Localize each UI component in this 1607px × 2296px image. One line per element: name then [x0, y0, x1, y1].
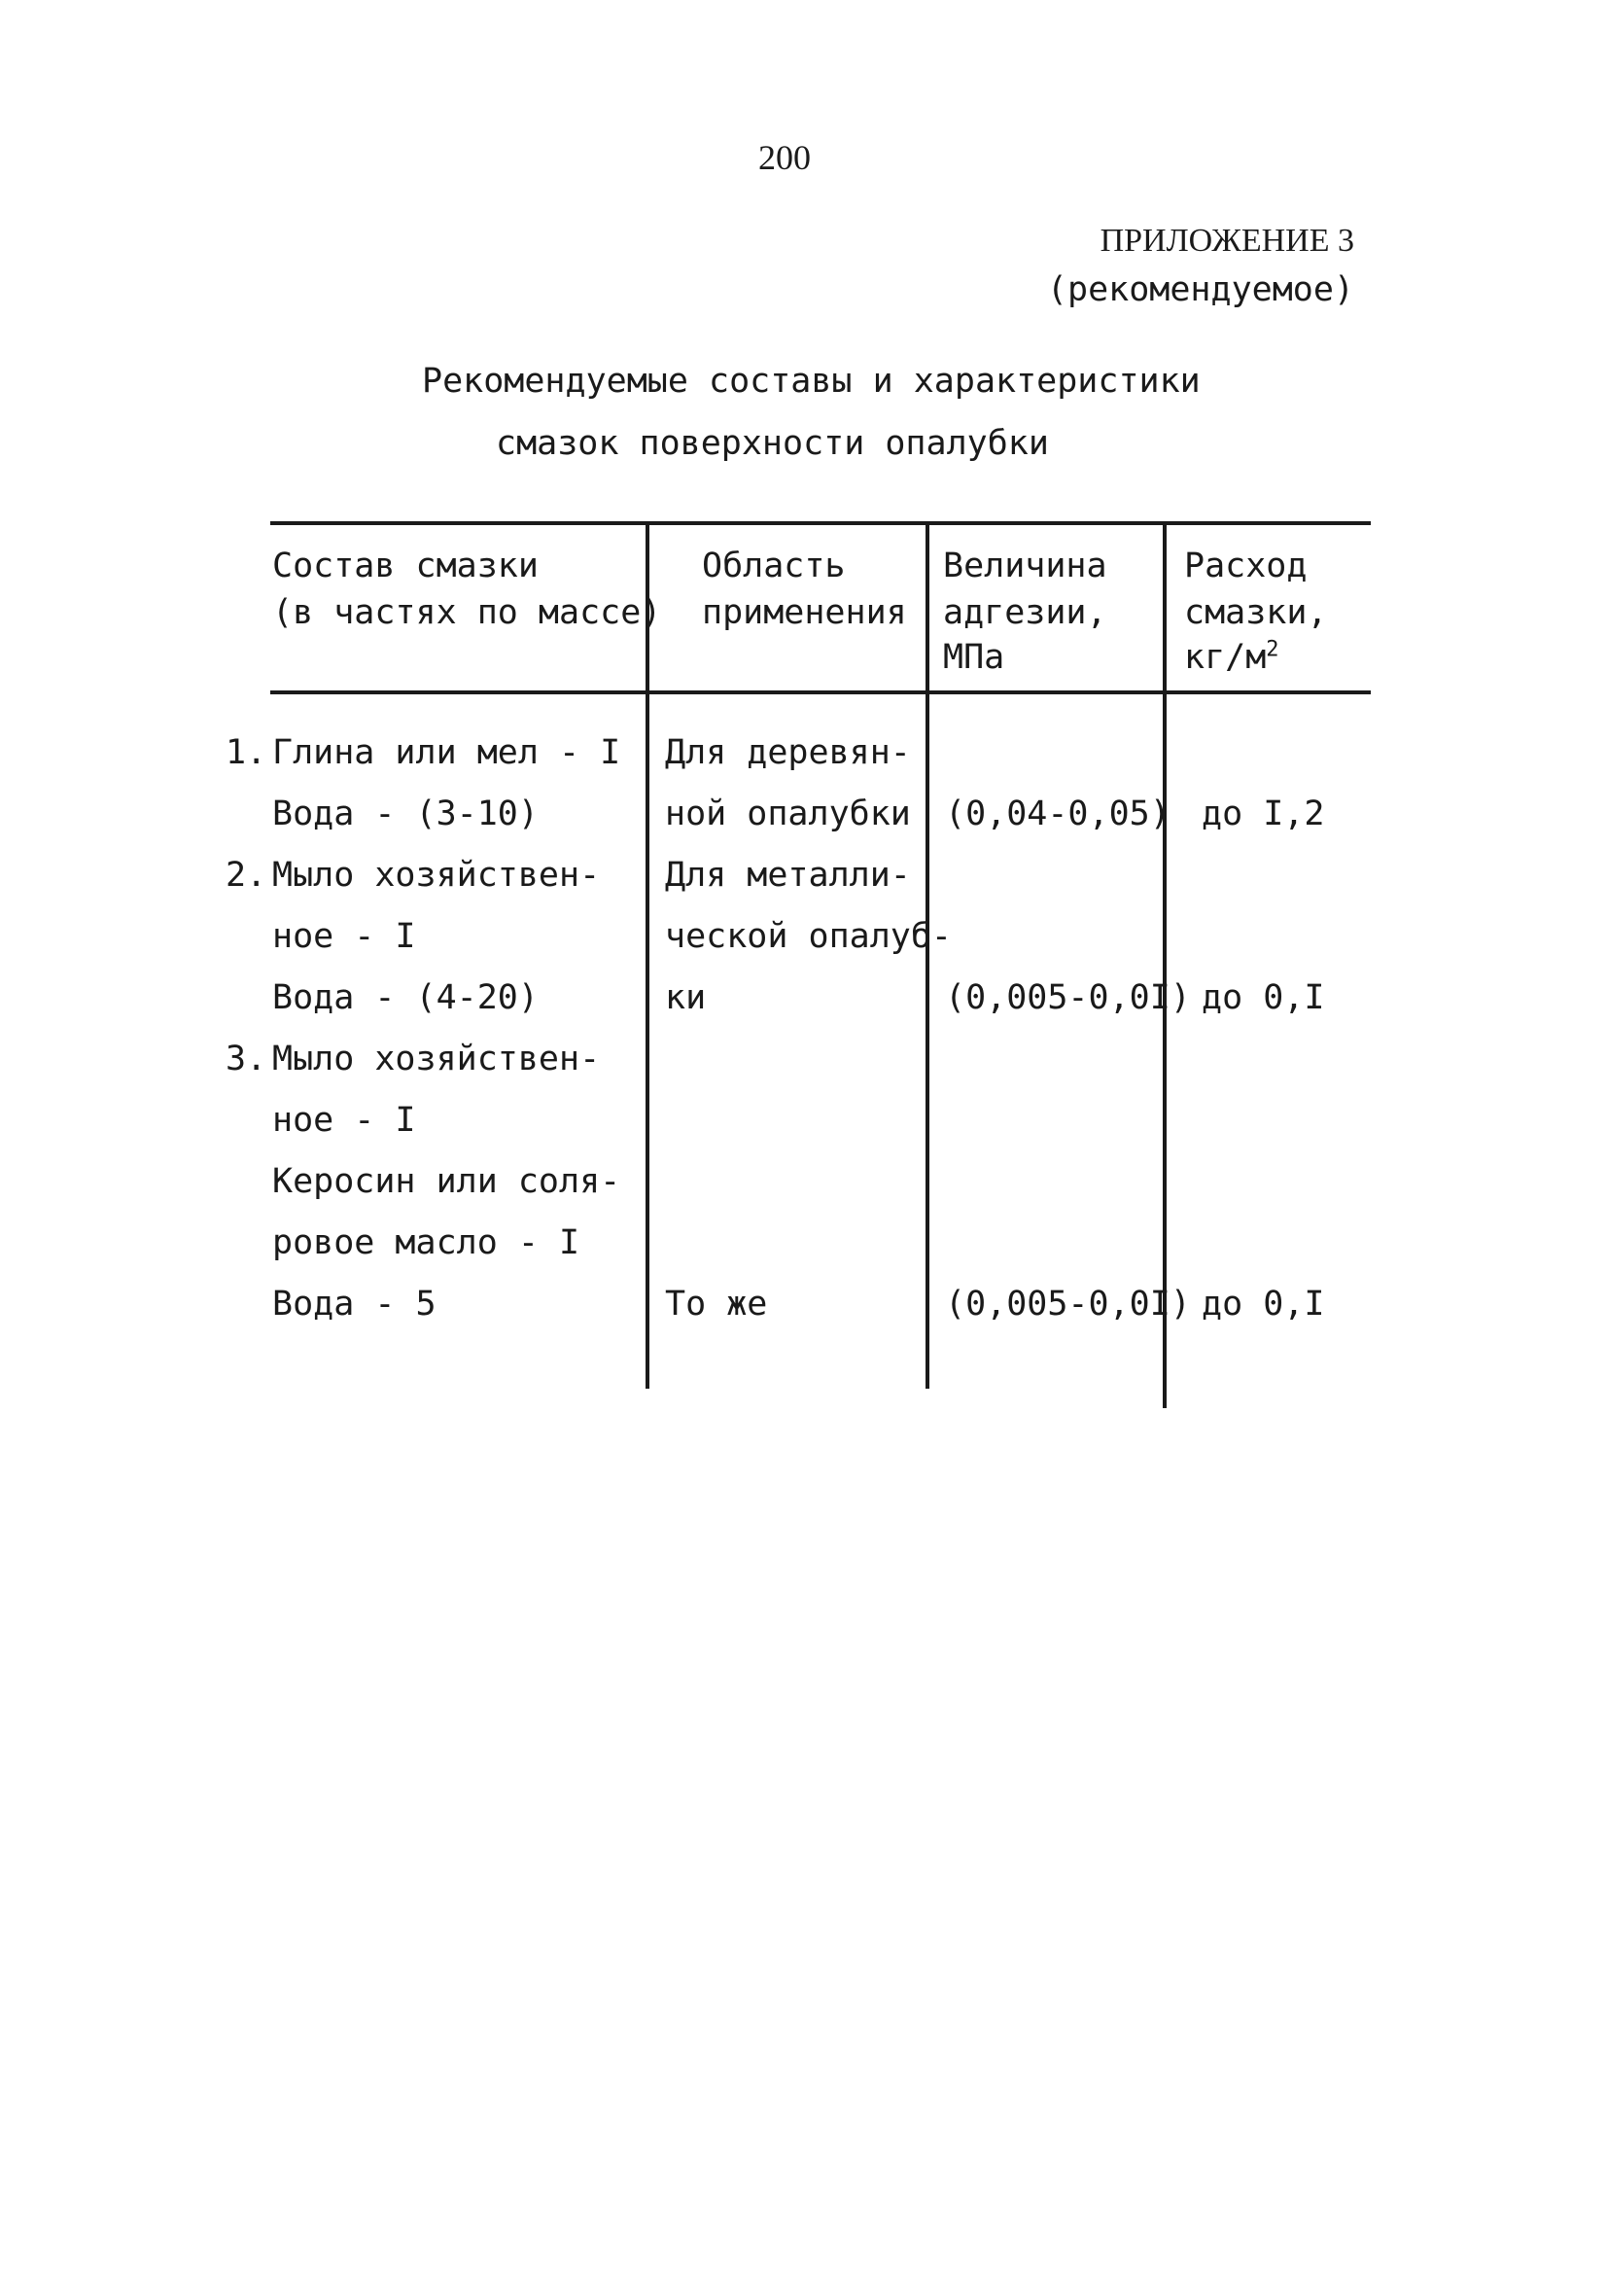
table-title-line-1: Рекомендуемые составы и характеристики	[422, 362, 1201, 401]
cell-area: ческой опалуб-	[665, 917, 953, 956]
cell-composition: Мыло хозяйствен-	[272, 856, 601, 895]
header-consumption-line-3: $кг/м^2$	[1184, 637, 1279, 677]
cell-composition: Мыло хозяйствен-	[272, 1040, 601, 1078]
table-row	[0, 1030, 1607, 1090]
header-composition-line-1: Состав смазки	[272, 547, 539, 585]
header-composition	[272, 547, 661, 632]
header-adhesion-line-1: Величина	[943, 547, 1107, 585]
header-composition-line-2: (в частях по массе)	[272, 593, 662, 632]
header-area-line-1: Область	[702, 547, 846, 585]
cell-composition: ное - I	[272, 1101, 416, 1140]
cell-adhesion: (0,04-0,05)	[945, 795, 1170, 833]
cell-composition: Вода - 5	[272, 1285, 437, 1324]
table-row	[0, 1275, 1607, 1335]
header-consumption-line-1: Расход	[1184, 547, 1308, 585]
cell-composition: Глина или мел - I	[272, 733, 621, 772]
cell-consumption: до 0,I	[1202, 978, 1325, 1017]
table-row	[0, 1214, 1607, 1274]
cell-area: Для металли-	[665, 856, 911, 895]
cell-area: Для деревян-	[665, 733, 911, 772]
appendix-label: ПРИЛОЖЕНИЕ 3	[1100, 223, 1354, 259]
header-adhesion	[943, 547, 1107, 677]
table-row	[0, 969, 1607, 1029]
table-header-divider	[270, 690, 1371, 694]
row-number: 1.	[226, 733, 267, 772]
header-area-line-2: применения	[702, 593, 907, 632]
table-row	[0, 785, 1607, 845]
cell-composition: Вода - (4-20)	[272, 978, 539, 1017]
table-row	[0, 1091, 1607, 1151]
cell-adhesion: (0,005-0,0I)	[945, 1285, 1191, 1324]
unit-superscript: 2	[1266, 637, 1279, 662]
table-top-border	[270, 521, 1371, 525]
cell-composition: Вода - (3-10)	[272, 795, 539, 833]
table-row	[0, 724, 1607, 784]
header-consumption	[1184, 547, 1328, 677]
table-row	[0, 907, 1607, 968]
row-number: 3.	[226, 1040, 267, 1078]
cell-composition: Керосин или соля-	[272, 1162, 621, 1201]
header-area	[702, 547, 907, 632]
table-row	[0, 1152, 1607, 1213]
cell-area: То же	[665, 1285, 768, 1324]
table-row	[0, 846, 1607, 906]
table-body	[0, 724, 1607, 1326]
header-adhesion-line-2: адгезии,	[943, 593, 1107, 632]
cell-composition: ное - I	[272, 917, 416, 956]
cell-area: ной опалубки	[665, 795, 911, 833]
cell-consumption: до 0,I	[1202, 1285, 1325, 1324]
row-number: 2.	[226, 856, 267, 895]
cell-composition: ровое масло - I	[272, 1223, 580, 1262]
appendix-note: (рекомендуемое)	[1046, 270, 1354, 309]
table-title-line-2: смазок поверхности опалубки	[496, 424, 1049, 463]
header-adhesion-line-3: МПа	[943, 638, 1005, 677]
cell-area: ки	[665, 978, 707, 1017]
page-number: 200	[758, 138, 811, 177]
cell-consumption: до I,2	[1202, 795, 1325, 833]
cell-adhesion: (0,005-0,0I)	[945, 978, 1191, 1017]
header-consumption-line-2: смазки,	[1184, 593, 1328, 632]
